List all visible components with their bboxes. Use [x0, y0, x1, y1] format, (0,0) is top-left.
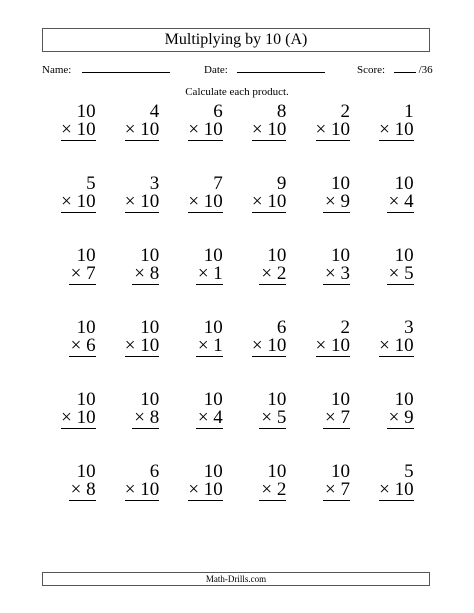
problem-top-number: 9 [276, 173, 287, 194]
problem [239, 391, 303, 463]
problem-bottom-number: 10 [394, 335, 414, 356]
problem-stack [315, 101, 350, 141]
multiply-sign: × [379, 479, 390, 500]
problem-top-number: 6 [149, 461, 160, 482]
problem-bottom-number: 10 [76, 119, 96, 140]
problem-top-number: 1 [404, 101, 414, 122]
problem-top-number: 10 [203, 317, 223, 338]
problem-top-number: 10 [76, 461, 96, 482]
problem-top-number: 10 [330, 245, 350, 266]
problem [366, 319, 430, 391]
problem [48, 103, 112, 175]
instructions: Calculate each product. [185, 86, 289, 98]
problem-top-number: 10 [394, 173, 414, 194]
problem [302, 175, 366, 247]
problem-bottom-row [387, 265, 414, 285]
problem-top-number: 10 [76, 245, 96, 266]
multiply-sign: × [388, 191, 400, 212]
problem-bottom-row [316, 337, 350, 357]
problem-stack [379, 317, 414, 357]
problem-top-number: 10 [140, 245, 160, 266]
problem-top-number: 2 [340, 101, 350, 122]
problem-bottom-row [132, 265, 159, 285]
problem-bottom-row [132, 409, 159, 429]
multiply-sign: × [70, 263, 82, 284]
problem-bottom-row [61, 121, 95, 141]
date-blank [237, 62, 325, 73]
problem-bottom-number: 10 [330, 335, 350, 356]
problem-stack [251, 317, 287, 357]
problem-bottom-number: 7 [340, 407, 350, 428]
problem-bottom-number: 8 [86, 479, 96, 500]
problem-bottom-row [61, 409, 95, 429]
problem-bottom-row [323, 265, 350, 285]
problem-stack [325, 245, 350, 285]
problem [239, 463, 303, 535]
problem-bottom-number: 9 [404, 407, 414, 428]
multiply-sign: × [188, 479, 200, 500]
problem-stack [124, 461, 160, 501]
multiply-sign: × [251, 119, 263, 140]
problem-stack [124, 173, 160, 213]
problem-bottom-row [259, 265, 286, 285]
multiply-sign: × [251, 335, 263, 356]
score-field [357, 62, 433, 77]
problem-bottom-row [316, 121, 350, 141]
multiply-sign: × [197, 335, 209, 356]
problem-bottom-row [259, 481, 286, 501]
problem-bottom-number: 2 [276, 263, 287, 284]
problem-bottom-number: 10 [140, 479, 160, 500]
problem [112, 391, 176, 463]
problem [175, 463, 239, 535]
problem-stack [379, 101, 414, 141]
problem-stack [325, 173, 350, 213]
problem [366, 463, 430, 535]
problem-bottom-row [125, 337, 159, 357]
problem-bottom-row [188, 121, 222, 141]
problem-bottom-row [323, 481, 350, 501]
problem [48, 319, 112, 391]
problem-stack [70, 317, 96, 357]
problem-top-number: 5 [86, 173, 96, 194]
multiply-sign: × [388, 263, 400, 284]
multiply-sign: × [325, 191, 336, 212]
problem [112, 463, 176, 535]
multiply-sign: × [315, 119, 327, 140]
multiply-sign: × [134, 263, 145, 284]
problem-bottom-row [379, 337, 413, 357]
problem-top-number: 2 [340, 317, 350, 338]
multiply-sign: × [197, 407, 209, 428]
problem-bottom-number: 5 [276, 407, 287, 428]
problem-top-number: 4 [149, 101, 160, 122]
problem-stack [70, 245, 96, 285]
problem-bottom-row [125, 121, 159, 141]
problem-bottom-number: 10 [203, 191, 223, 212]
problem [175, 103, 239, 175]
problem [239, 319, 303, 391]
multiply-sign: × [124, 479, 136, 500]
multiply-sign: × [70, 335, 82, 356]
problem-top-number: 10 [140, 317, 160, 338]
problem [302, 103, 366, 175]
multiply-sign: × [70, 479, 82, 500]
problem-top-number: 10 [394, 245, 414, 266]
score-total: /36 [418, 64, 433, 76]
problem-grid [48, 103, 430, 535]
problem-stack [134, 245, 160, 285]
problem [175, 247, 239, 319]
problem-stack [315, 317, 350, 357]
problem-bottom-row [196, 409, 223, 429]
problem-stack [61, 101, 96, 141]
problem [175, 175, 239, 247]
problem [239, 247, 303, 319]
multiply-sign: × [379, 119, 390, 140]
problem-bottom-number: 10 [76, 191, 96, 212]
problem [239, 103, 303, 175]
problem-top-number: 10 [203, 245, 223, 266]
problem-bottom-row [188, 481, 222, 501]
problem [112, 319, 176, 391]
multiply-sign: × [124, 191, 136, 212]
problem-bottom-row [125, 193, 159, 213]
multiply-sign: × [197, 263, 209, 284]
problem [175, 319, 239, 391]
score-blank [394, 62, 416, 73]
problem-bottom-row [69, 481, 96, 501]
problem-bottom-number: 10 [140, 119, 160, 140]
problem-top-number: 5 [404, 461, 414, 482]
problem-bottom-number: 4 [404, 191, 414, 212]
problem [366, 175, 430, 247]
problem-bottom-number: 7 [340, 479, 350, 500]
multiply-sign: × [325, 263, 336, 284]
multiply-sign: × [261, 263, 273, 284]
problem-bottom-number: 7 [86, 263, 96, 284]
problem-top-number: 10 [267, 389, 287, 410]
problem [112, 247, 176, 319]
problem-top-number: 10 [267, 245, 287, 266]
date-field [204, 62, 325, 77]
problem-bottom-number: 10 [140, 335, 160, 356]
problem [48, 391, 112, 463]
multiply-sign: × [188, 119, 200, 140]
multiply-sign: × [379, 335, 390, 356]
problem-stack [251, 101, 287, 141]
problem-bottom-row [188, 193, 222, 213]
problem-stack [197, 389, 223, 429]
problem-top-number: 10 [76, 317, 96, 338]
problem-bottom-row [259, 409, 286, 429]
problem-bottom-number: 10 [267, 119, 287, 140]
problem-bottom-row [387, 409, 414, 429]
problem [112, 103, 176, 175]
problem-stack [388, 173, 414, 213]
problem-bottom-row [252, 337, 286, 357]
multiply-sign: × [61, 191, 72, 212]
footer: Math-Drills.com [42, 572, 430, 586]
problem-bottom-row [387, 193, 414, 213]
problem-bottom-row [379, 481, 413, 501]
problem [366, 247, 430, 319]
worksheet-title: Multiplying by 10 (A) [42, 28, 430, 52]
problem-bottom-number: 8 [149, 263, 160, 284]
problem-bottom-row [69, 337, 96, 357]
problem-bottom-number: 4 [213, 407, 223, 428]
problem-bottom-number: 10 [267, 191, 287, 212]
problem-stack [197, 245, 223, 285]
problem-bottom-row [323, 409, 350, 429]
problem-stack [61, 389, 96, 429]
problem-top-number: 10 [76, 101, 96, 122]
problem-stack [124, 101, 160, 141]
problem-stack [261, 461, 287, 501]
problem-bottom-row [69, 265, 96, 285]
problem-bottom-row [196, 337, 223, 357]
problem-top-number: 10 [203, 389, 223, 410]
multiply-sign: × [261, 479, 273, 500]
problem-stack [261, 389, 287, 429]
multiply-sign: × [325, 407, 336, 428]
problem-stack [61, 173, 96, 213]
problem [48, 247, 112, 319]
problem-bottom-number: 10 [330, 119, 350, 140]
multiply-sign: × [325, 479, 336, 500]
multiply-sign: × [61, 119, 72, 140]
problem-bottom-row [252, 121, 286, 141]
problem-bottom-number: 2 [276, 479, 287, 500]
problem-top-number: 3 [404, 317, 414, 338]
problem-stack [197, 317, 223, 357]
problem [48, 463, 112, 535]
problem-stack [261, 245, 287, 285]
problem-bottom-number: 1 [213, 263, 223, 284]
problem-bottom-number: 10 [203, 119, 223, 140]
name-label: Name: [42, 64, 72, 76]
multiply-sign: × [251, 191, 263, 212]
problem-stack [124, 317, 160, 357]
problem-top-number: 10 [330, 389, 350, 410]
multiply-sign: × [261, 407, 273, 428]
multiply-sign: × [388, 407, 400, 428]
problem-top-number: 7 [213, 173, 223, 194]
problem [366, 103, 430, 175]
problem-bottom-row [379, 121, 413, 141]
problem-stack [188, 173, 223, 213]
problem [175, 391, 239, 463]
problem-bottom-number: 10 [267, 335, 287, 356]
name-field [42, 62, 170, 77]
problem [239, 175, 303, 247]
date-label: Date: [204, 64, 228, 76]
problem-top-number: 10 [76, 389, 96, 410]
problem-bottom-number: 10 [394, 479, 414, 500]
multiply-sign: × [124, 335, 136, 356]
problem [302, 319, 366, 391]
problem-stack [188, 101, 223, 141]
name-blank [82, 62, 170, 73]
problem-top-number: 8 [276, 101, 287, 122]
multiply-sign: × [188, 191, 200, 212]
problem-stack [325, 389, 350, 429]
problem-top-number: 6 [276, 317, 287, 338]
multiply-sign: × [124, 119, 136, 140]
multiply-sign: × [134, 407, 145, 428]
multiply-sign: × [61, 407, 72, 428]
problem-top-number: 6 [213, 101, 223, 122]
problem-bottom-number: 10 [394, 119, 414, 140]
problem-bottom-number: 3 [340, 263, 350, 284]
problem [302, 391, 366, 463]
multiply-sign: × [315, 335, 327, 356]
problem-bottom-number: 5 [404, 263, 414, 284]
problem-bottom-row [61, 193, 95, 213]
problem-stack [188, 461, 223, 501]
problem [48, 175, 112, 247]
problem-top-number: 10 [394, 389, 414, 410]
problem-bottom-number: 9 [340, 191, 350, 212]
problem-bottom-row [125, 481, 159, 501]
problem [366, 391, 430, 463]
problem-bottom-number: 10 [140, 191, 160, 212]
problem-bottom-row [323, 193, 350, 213]
problem [302, 247, 366, 319]
problem-bottom-row [196, 265, 223, 285]
problem [112, 175, 176, 247]
problem-bottom-number: 6 [86, 335, 96, 356]
problem-stack [251, 173, 287, 213]
problem-bottom-number: 8 [149, 407, 160, 428]
problem-bottom-number: 10 [76, 407, 96, 428]
problem-stack [379, 461, 414, 501]
problem-top-number: 3 [149, 173, 160, 194]
problem-stack [134, 389, 160, 429]
problem-bottom-row [252, 193, 286, 213]
problem-bottom-number: 1 [213, 335, 223, 356]
problem-top-number: 10 [140, 389, 160, 410]
problem-top-number: 10 [203, 461, 223, 482]
problem [302, 463, 366, 535]
problem-top-number: 10 [267, 461, 287, 482]
problem-stack [388, 245, 414, 285]
problem-top-number: 10 [330, 461, 350, 482]
score-label: Score: [357, 64, 386, 76]
problem-stack [70, 461, 96, 501]
problem-stack [388, 389, 414, 429]
problem-top-number: 10 [330, 173, 350, 194]
problem-bottom-number: 10 [203, 479, 223, 500]
problem-stack [325, 461, 350, 501]
